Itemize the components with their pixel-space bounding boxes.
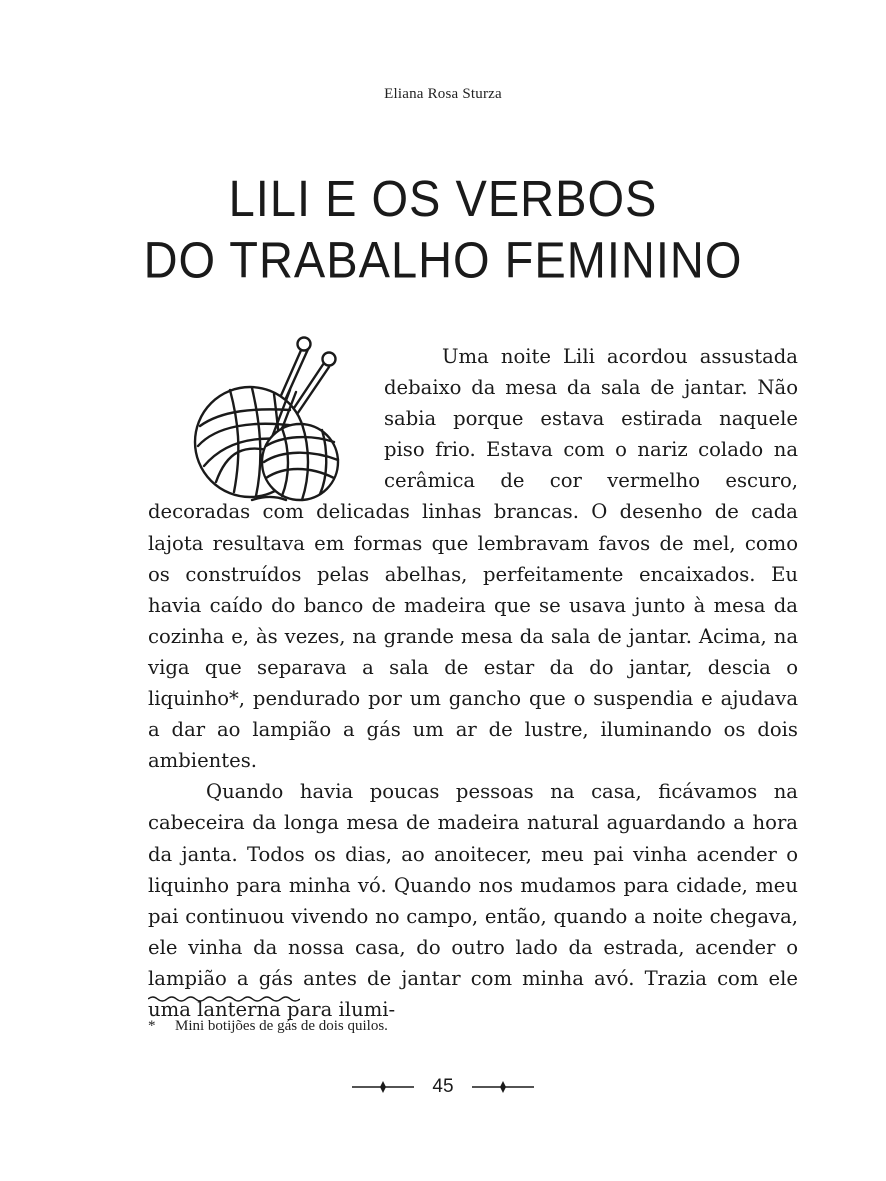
chapter-title-line-1: LILI E OS VERBOS <box>228 169 658 227</box>
illustration-wrap-space <box>148 341 384 496</box>
footnote-wavy-rule <box>148 993 300 1005</box>
paragraph-2: Quando havia poucas pessoas na casa, ficávamos na cabeceira da longa mesa de madeira natural aguardando a hora da janta. Todos os dias, ao anoitecer, meu pai vinha acender o liquinho para minha vó. Quando nos mudamos para cidade, meu pai continuou vivendo no campo, então, quando a noite chegava, ele vinha da nossa casa, do outro lado da estrada, acender o lampião a gás antes de jantar com minha avó. Trazia com ele uma lanterna para ilumi- <box>148 780 798 1021</box>
left-ornament-icon <box>352 1080 414 1094</box>
right-ornament-icon <box>472 1080 534 1094</box>
paragraph-1-text: Uma noite Lili acordou assustada debaixo da mesa da sala de jantar. Não sabia porque estava estirada naquele piso frio. Estava com o nariz colado na cerâmica de cor vermelho escuro, decoradas com delicadas linhas brancas. O desenho de cada lajota resultava em formas que lembravam favos de mel, como os construídos pelas abelhas, perfeitamente encaixados. Eu havia caído do banco de madeira que se usava junto à mesa da cozinha e, às vezes, na grande mesa da sala de jantar. Acima, na viga que separava a sala de estar da do jantar, descia o liquinho*, pendurado por um gancho que o suspendia e ajudava a dar ao lampião a gás um ar de lustre, iluminando os dois ambientes. <box>148 345 798 773</box>
chapter-title-line-2: DO TRABALHO FEMININO <box>143 231 743 289</box>
chapter-title <box>0 167 886 290</box>
body-text <box>148 341 798 1025</box>
running-head: Eliana Rosa Sturza <box>384 86 502 102</box>
footnote <box>148 1018 798 1035</box>
footnote-marker: * <box>148 1018 156 1034</box>
footnote-text: Mini botijões de gás de dois quilos. <box>175 1018 388 1034</box>
page-footer <box>0 1076 886 1098</box>
page-number: 45 <box>432 1076 454 1097</box>
